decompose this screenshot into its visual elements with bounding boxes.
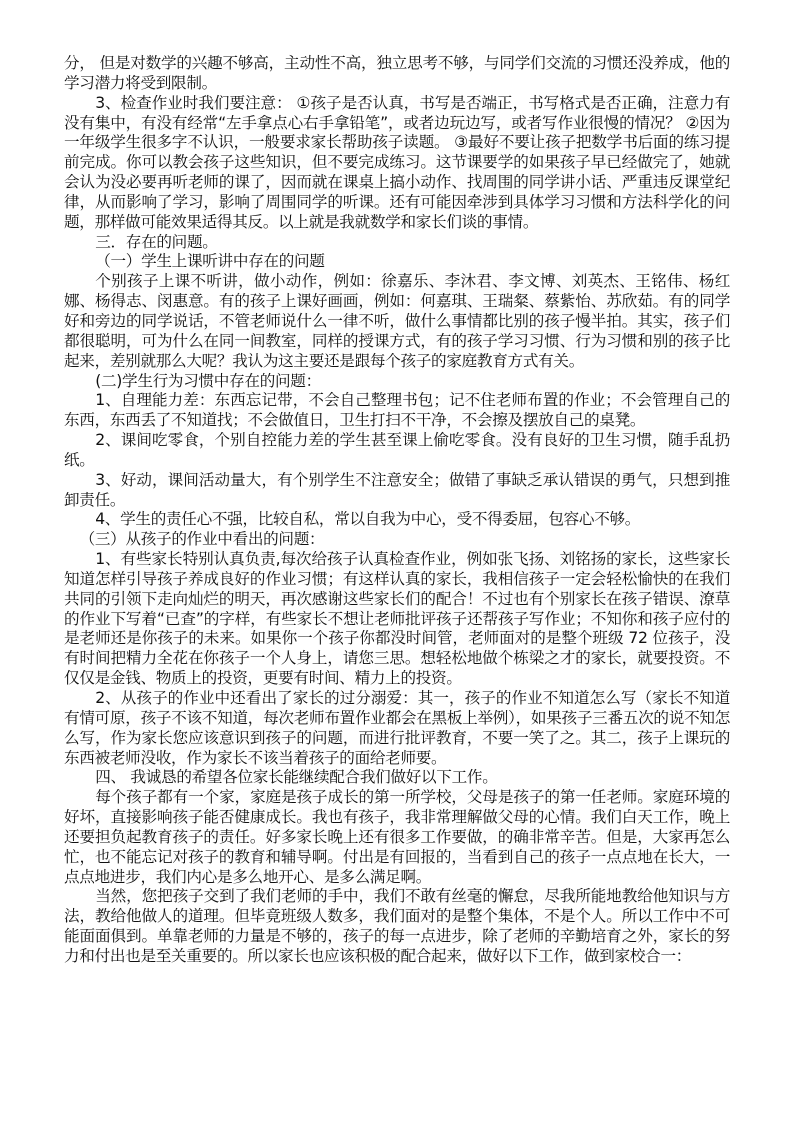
subheading-behavior-problems: (二)学生行为习惯中存在的问题： — [95, 371, 321, 390]
paragraph-self-care: 1、自理能力差：东西忘记带，不会自己整理书包；记不住老师布置的作业；不会管理自己的东西，东西丢了不知道找；不会做值日，卫生打扫不干净，不会擦及摆放自己的桌凳。 — [64, 391, 730, 430]
paragraph-safety: 3、好动，课间活动量大，有个别学生不注意安全；做错了事缺乏承认错误的勇气，只想到推卸责任。 — [64, 470, 730, 509]
heading-cooperation: 四、 我诚恳的希望各位家长能继续配合我们做好以下工作。 — [95, 768, 498, 787]
paragraph-snacks: 2、课间吃零食，个别自控能力差的学生甚至课上偷吃零食。没有良好的卫生习惯，随手乱扔纸。 — [64, 431, 730, 469]
paragraph-listening-problems: 个别孩子上课不听讲，做小动作，例如：徐嘉乐、李沐君、李文博、刘英杰、王铭伟、杨红娜、杨得志、闵惠意。有的孩子上课好画画，例如：何嘉琪、王瑞粲、蔡紫怡、苏欣茹。有的同学好和旁边的同学说话，不管老师说什么一律不听，做什么事情都比别的孩子慢半拍。其实，孩子们都很聪明，可为什么在同一间教室，同样的授课方式，有的孩子学习习惯、行为习惯和别的孩子比起来，差别就那么大呢？我认为这主要还是跟每个孩子的家庭教育方式有关。 — [64, 272, 730, 370]
paragraph-responsibility: 4、学生的责任心不强，比较自私，常以自我为中心，受不得委屈，包容心不够。 — [95, 510, 641, 529]
paragraph-math-interest: 分， 但是对数学的兴趣不够高，主动性不高，独立思考不够，与同学们交流的习惯还没养成，他的学习潜力将受到限制。 — [64, 54, 730, 92]
paragraph-parent-diligence: 1、有些家长特别认真负责,每次给孩子认真检查作业，例如张飞扬、刘铭扬的家长，这些家长知道怎样引导孩子养成良好的作业习惯；有这样认真的家长，我相信孩子一定会轻松愉快的在我们共同的引领下走向灿烂的明天，再次感谢这些家长们的配合！不过也有个别家长在孩子错误、潦草的作业下写着“已查”的字样，有些家长不想让老师批评孩子还帮孩子写作业；不知你和孩子应付的是老师还是你孩子的未来。如果你一个孩子你都没时间管，老师面对的是整个班级 72 位孩子，没有时间把精力全花在你孩子一个人身上，请您三思。想轻松地做个栋梁之才的家长，就要投资。不仅仅是金钱、物质上的投资，更要有时间、精力上的投资。 — [64, 550, 730, 688]
paragraph-homework-check: 3、检查作业时我们要注意： ①孩子是否认真，书写是否端正，书写格式是否正确，注意力有没有集中，有没有经常“左手拿点心右手拿铅笔”，或者边玩边写，或者写作业很慢的情况？ ②因为一年级学生很多字不认识，一般要求家长帮助孩子读题。 ③最好不要让孩子把数学书后面的练习提前完成。你可以教会孩子这些知识，但不要完成练习。这节课要学的如果孩子早已经做完了，她就会认为没必要再听老师的课了，因而就在课桌上搞小动作、找周围的同学讲小话、严重违反课堂纪律，从而影响了学习，影响了周围同学的听课。还有可能因牵涉到具体学习习惯和方法科学化的问题，那样做可能效果适得其反。以上就是我就数学和家长们谈的事情。 — [64, 93, 730, 231]
paragraph-teacher-role: 当然，您把孩子交到了我们老师的手中，我们不敢有丝毫的懈怠，尽我所能地教给他知识与方法，教给他做人的道理。但毕竟班级人数多，我们面对的是整个集体，不是个人。所以工作中不可能面面俱到。单靠老师的力量是不够的，孩子的每一点进步，除了老师的辛勤培育之外，家长的努力和付出也是至关重要的。所以家长也应该积极的配合起来，做好以下工作，做到家校合一： — [64, 887, 730, 965]
paragraph-family-role: 每个孩子都有一个家，家庭是孩子成长的第一所学校，父母是孩子的第一任老师。家庭环境的好坏，直接影响孩子能否健康成长。我也有孩子，我非常理解做父母的心情。我们白天工作，晚上还要担负起教育孩子的责任。好多家长晚上还有很多工作要做，的确非常辛苦。但是，大家再怎么忙，也不能忘记对孩子的教育和辅导啊。付出是有回报的，当看到自己的孩子一点点地在长大，一点点地进步，我们内心是多么地开心、是多么满足啊。 — [64, 788, 730, 886]
heading-existing-problems: 三．存在的问题。 — [95, 232, 218, 251]
subheading-listening-problems: （一）学生上课听讲中存在的问题 — [95, 252, 325, 271]
subheading-homework-problems: （三）从孩子的作业中看出的问题： — [79, 530, 325, 549]
document-page — [64, 54, 730, 967]
paragraph-overindulgence: 2、从孩子的作业中还看出了家长的过分溺爱：其一，孩子的作业不知道怎么写（家长不知道有情可原，孩子不该不知道，每次老师布置作业都会在黑板上举例），如果孩子三番五次的说不知怎么写，作为家长您应该意识到孩子的问题，而进行批评教育，不要一笑了之。其二，孩子上课玩的东西被老师没收，作为家长不该当着孩子的面给老师要。 — [64, 689, 730, 767]
